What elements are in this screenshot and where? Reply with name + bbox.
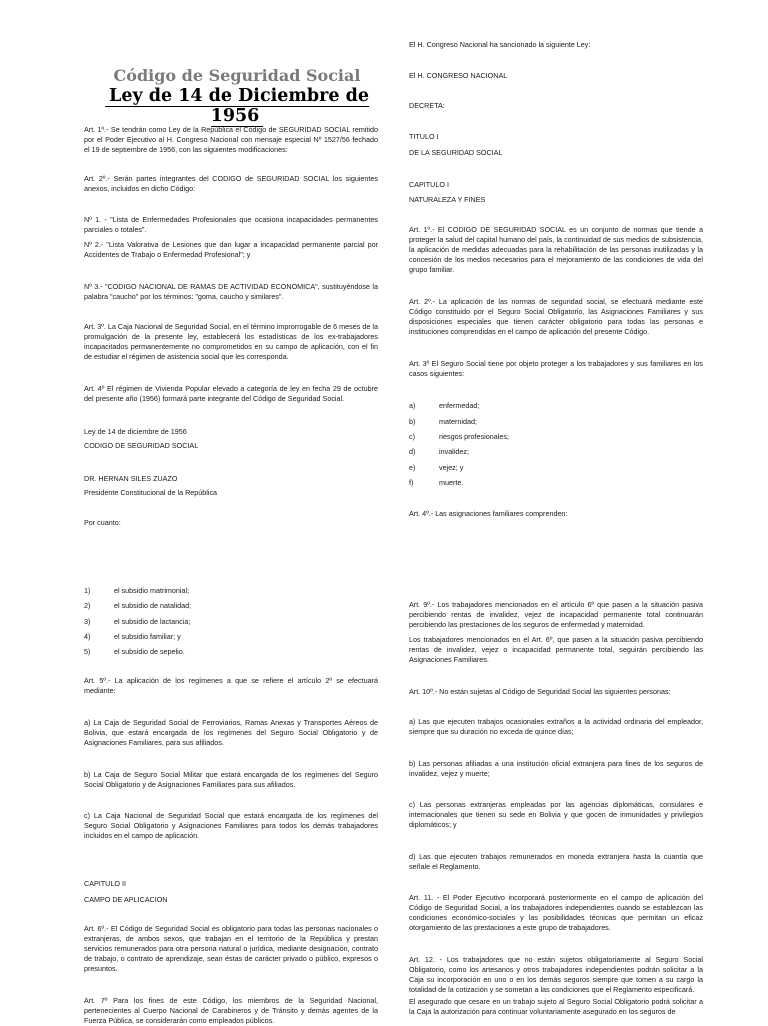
list-text: invalidez; xyxy=(439,447,469,456)
article-6: Art. 6º.- El Código de Seguridad Social es obligatorio para todas las personas nacionales o extranjeras, de ambos sexos, que trabajan en el territorio de la República y prestan servicios remunerados para otra persona natural o jurídica, mediante designación, contrato de trabajo, o contrato de aprendizaje, sean éstas de carácter privado o público, expresos o presuntos. xyxy=(84,924,378,973)
list-marker: 1) xyxy=(84,586,91,595)
chapter-1-heading: CAPITULO I xyxy=(409,180,449,189)
article-9-cont: Los trabajadores mencionados en el Art. 6º, que pasen a la situación pasiva percibiendo rentas de invalidez, vejez o incapacidad permanente total, seguirán percibiendo las Asignaciones Familiares. xyxy=(409,635,703,664)
list-marker: d) xyxy=(409,447,416,456)
article-10-c: c) Las personas extranjeras empleadas por las agencias diplomáticas, consulares e internacionales que tienen su sede en Bolivia y que gocen de inmunidades y privilegios diplomáticos; y xyxy=(409,800,703,829)
article-3-right: Art. 3º El Seguro Social tiene por objeto proteger a los trabajadores y sus familiares en los casos siguientes: xyxy=(409,359,703,378)
article-10: Art. 10º.- No están sujetas al Código de Seguridad Social las siguientes personas: xyxy=(409,687,671,696)
annex-1: Nº 1. - "Lista de Enfermedades Profesionales que ocasiona incapacidades permanentes parciales o totales". xyxy=(84,215,378,234)
list-text: el subsidio familiar; y xyxy=(114,632,181,641)
annex-3: Nº 3.- "CODIGO NACIONAL DE RAMAS DE ACTIVIDAD ECONOMICA", sustituyéndose la palabra "caucho" por los términos: "goma, caucho y similares". xyxy=(84,282,378,301)
article-10-b: b) Las personas afiliadas a una institución oficial extranjera para fines de los seguros de invalidez, vejez y muerte; xyxy=(409,759,703,778)
chapter-2-title: CAMPO DE APLICACION xyxy=(84,895,168,904)
list-text: el subsidio de lactancia; xyxy=(114,617,191,626)
subtitle-text: Ley de 14 de Diciembre de 1956 xyxy=(105,86,369,127)
title-1-name: DE LA SEGURIDAD SOCIAL xyxy=(409,148,503,157)
article-4: Art. 4º El régimen de Vivienda Popular elevado a categoría de ley en fecha 29 de octubre del presente año (1956) formará parte integrante del Código de Seguridad Social. xyxy=(84,384,378,403)
law-date: Ley de 14 de diciembre de 1956 xyxy=(84,427,187,436)
list-marker: c) xyxy=(409,432,415,441)
code-heading: CODIGO DE SEGURIDAD SOCIAL xyxy=(84,441,199,450)
list-marker: a) xyxy=(409,401,416,410)
article-4-right: Art. 4º.- Las asignaciones familiares comprenden: xyxy=(409,509,568,518)
list-marker: 2) xyxy=(84,601,91,610)
list-marker: b) xyxy=(409,417,416,426)
document-subtitle xyxy=(90,86,384,126)
article-3: Art. 3º. La Caja Nacional de Seguridad Social, en el término improrrogable de 6 meses de la promulgación de la presente ley, establecerá los estadísticas de los ex-trabajadores incapacitados permanentemente no comprometidos en su campo de aplicación, con el fin de estudiar el régimen de asistencia social que les corresponda. xyxy=(84,322,378,361)
title-1-heading: TITULO I xyxy=(409,132,439,141)
chapter-2-heading: CAPITULO II xyxy=(84,879,126,888)
article-7: Art. 7º Para los fines de este Código, los miembros de la Seguridad Nacional, pertenecientes al Cuerpo Nacional de Carabineros y de Tránsito y demás agentes de la Fuerza Pública, se considerarán como empleados públicos. xyxy=(84,996,378,1025)
annex-2: Nº 2.- "Lista Valorativa de Lesiones que dan lugar a incapacidad permanente parcial por Accidentes de Trabajo o Enfermedad Profesional"; y xyxy=(84,240,378,259)
president-name: DR. HERNAN SILES ZUAZO xyxy=(84,474,178,483)
decreta: DECRETA: xyxy=(409,101,445,110)
list-text: maternidad; xyxy=(439,417,477,426)
list-marker: 3) xyxy=(84,617,91,626)
article-5-a: a) La Caja de Seguridad Social de Ferroviarios, Ramas Anexas y Transportes Aéreos de Bolivia, que estará encargada de los regímenes del Seguro Social Obligatorio y de Asignaciones Familiares, para sus afiliados. xyxy=(84,718,378,747)
list-text: enfermedad; xyxy=(439,401,480,410)
list-text: el subsidio de sepelio. xyxy=(114,647,185,656)
article-5-c: c) La Caja Nacional de Seguridad Social que estará encargada de los regímenes del Seguro Social Obligatorio y Asignaciones Familiares para todos los demás trabajadores incluidos en el campo de aplicación. xyxy=(84,811,378,840)
list-text: riesgos profesionales; xyxy=(439,432,509,441)
article-9: Art. 9º.- Los trabajadores mencionados en el artículo 6º que pasen a la situación pasiva percibiendo rentas de invalidez, vejez de incapacidad permanente total continuarán percibiendo las prestaciones de los seguros de enfermedad y maternidad. xyxy=(409,600,703,629)
article-1-right: Art. 1º.- El CODIGO DE SEGURIDAD SOCIAL es un conjunto de normas que tiende a proteger la salud del capital humano del país, la continuidad de sus medios de subsistencia, la aplicación de medidas adecuadas para la rehabilitación de las personas inutilizadas y la concesión de los medios necesarios para el mejoramiento de las condiciones de vida del grupo familiar. xyxy=(409,225,703,274)
list-text: el subsidio de natalidad; xyxy=(114,601,192,610)
list-text: vejez; y xyxy=(439,463,464,472)
list-text: muerte. xyxy=(439,478,464,487)
list-marker: 4) xyxy=(84,632,91,641)
article-11: Art. 11. - El Poder Ejecutivo incorporará posteriormente en el campo de aplicación del Código de Seguridad Social, a los trabajadores independientes cuando se establezcan las condiciones económico-sociales y las posibilidades técnicas que permitan un eficaz otorgamiento de las prestaciones a este grupo de trabajadores. xyxy=(409,893,703,932)
president-title: Presidente Constitucional de la República xyxy=(84,488,218,497)
por-cuanto: Por cuanto: xyxy=(84,518,121,527)
congress-sanction: El H. Congreso Nacional ha sancionado la siguiente Ley: xyxy=(409,40,591,49)
article-12: Art. 12. - Los trabajadores que no están sujetos obligatoriamente al Seguro Social Obligatorio, como los artesanos y otros trabajadores independientes podrán solicitar a la Caja su incorporación en uno o en los demás seguros siempre que tomen a su cargo la totalidad de la cotización y se sometan a las condiciones que el Reglamento especificará. xyxy=(409,955,703,994)
article-10-a: a) Las que ejecuten trabajos ocasionales extraños a la actividad ordinaria del empleador, siempre que su duración no exceda de quince días; xyxy=(409,717,703,736)
list-marker: f) xyxy=(409,478,414,487)
list-marker: 5) xyxy=(84,647,91,656)
article-12-cont: El asegurado que cesare en un trabajo sujeto al Seguro Social Obligatorio podrá solicitar a la Caja la autorización para continuar voluntariamente asegurado en los seguros de xyxy=(409,997,703,1016)
article-5: Art. 5º.- La aplicación de los regímenes a que se refiere el artículo 2º se efectuará mediante: xyxy=(84,676,378,695)
list-marker: e) xyxy=(409,463,416,472)
list-text: el subsidio matrimonial; xyxy=(114,586,190,595)
chapter-1-title: NATURALEZA Y FINES xyxy=(409,195,486,204)
article-10-d: d) Las que ejecuten trabajos remunerados en moneda extranjera hasta la cuantía que señale el Reglamento. xyxy=(409,852,703,871)
article-5-b: b) La Caja de Seguro Social Militar que estará encargada de los regímenes del Seguro Social Obligatorio y de Asignaciones Familiares para sus afiliados. xyxy=(84,770,378,789)
document-title: Código de Seguridad Social xyxy=(113,66,361,85)
article-2: Art. 2º.- Serán partes integrantes del CODIGO de SEGURIDAD SOCIAL los siguientes anexos, incluidos en dicho Código: xyxy=(84,174,378,193)
article-2-right: Art. 2º.- La aplicación de las normas de seguridad social, se efectuará mediante este Código constituido por el Seguro Social Obligatorio, las Asignaciones Familiares y sus disposiciones especiales que tienen carácter obligatorio para todas las personas e instituciones comprendidas en el campo de aplicación del presente Código. xyxy=(409,297,703,336)
article-1: Art. 1º.- Se tendrán como Ley de la República el Código de SEGURIDAD SOCIAL remitido por el Poder Ejecutivo al H. Congreso Nacional con mensaje especial Nº 1527/56 fechado el 19 de septiembre de 1956, con las siguientes modificaciones: xyxy=(84,125,378,154)
congress-heading: El H. CONGRESO NACIONAL xyxy=(409,71,508,80)
